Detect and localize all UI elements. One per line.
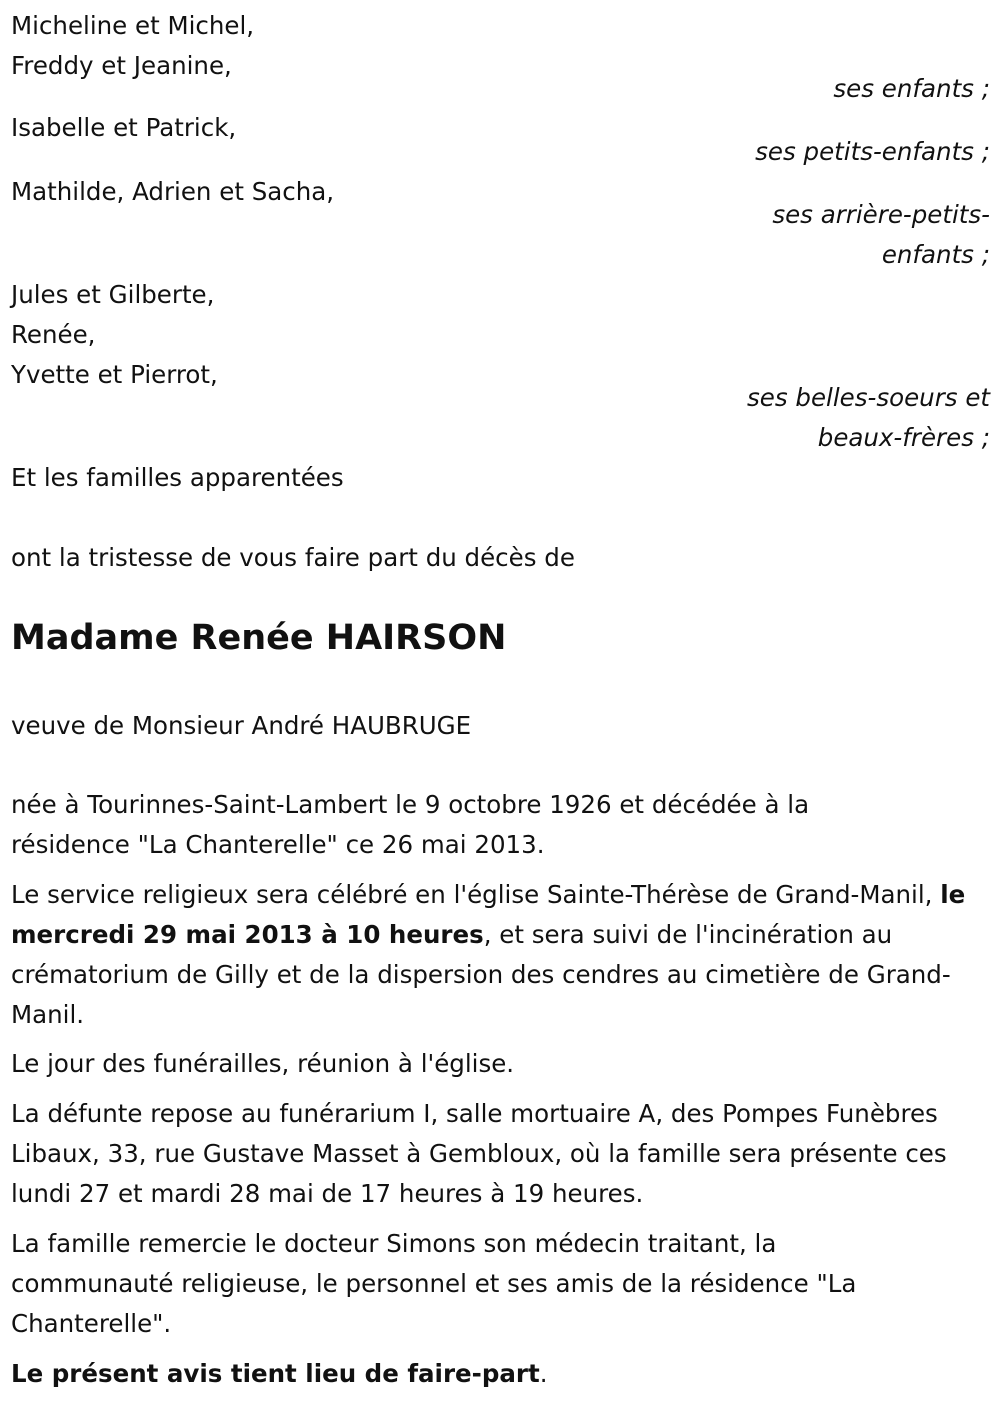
related-families: Et les familles apparentées	[11, 463, 344, 492]
widow-of: veuve de Monsieur André HAUBRUGE	[11, 711, 472, 740]
birth-death-paragraph: née à Tourinnes-Saint-Lambert le 9 octobre 1926 et décédée à la résidence "La Chanterelle" ce 26 mai 2013.	[11, 790, 810, 859]
great-grandchildren-label-1: ses arrière-petits-	[772, 200, 990, 229]
service-paragraph	[11, 875, 991, 1035]
closing-bold: Le présent avis tient lieu de faire-part	[11, 1359, 540, 1388]
announcement-text: ont la tristesse de vous faire part du décès de	[11, 543, 575, 572]
service-date-time: le mercredi 29 mai 2013 à 10 heures	[11, 880, 966, 949]
child-name: Freddy et Jeanine,	[11, 51, 232, 80]
thanks-paragraph: La famille remercie le docteur Simons son médecin traitant, la communauté religieuse, le personnel et ses amis de la résidence "La Chanterelle".	[11, 1229, 857, 1338]
child-name: Micheline et Michel,	[11, 11, 255, 40]
in-laws-label-2: beaux-frères ;	[817, 423, 990, 452]
repose-paragraph: La défunte repose au funérarium I, salle mortuaire A, des Pompes Funèbres Libaux, 33, rue Gustave Masset à Gembloux, où la famille sera présente ces lundi 27 et mardi 28 mai de 17 heures à 19 heures.	[11, 1099, 947, 1208]
service-text-before: Le service religieux sera célébré en l'église Sainte-Thérèse de Grand-Manil,	[11, 880, 941, 909]
great-grandchildren-label-2: enfants ;	[881, 240, 990, 269]
children-label: ses enfants ;	[833, 74, 990, 103]
great-grandchild-name: Mathilde, Adrien et Sacha,	[11, 177, 335, 206]
closing-period: .	[539, 1359, 548, 1388]
deceased-name: Madame Renée HAIRSON	[11, 618, 507, 658]
closing-paragraph	[11, 1354, 991, 1394]
grandchild-name: Isabelle et Patrick,	[11, 113, 237, 142]
in-laws-label-1: ses belles-soeurs et	[747, 383, 990, 412]
in-law-name: Renée,	[11, 320, 96, 349]
meeting-paragraph: Le jour des funérailles, réunion à l'église.	[11, 1049, 515, 1078]
in-law-name: Yvette et Pierrot,	[11, 360, 218, 389]
in-law-name: Jules et Gilberte,	[11, 280, 215, 309]
service-text-after: , et sera suivi de l'incinération au crématorium de Gilly et de la dispersion des cendres au cimetière de Grand-Manil.	[11, 920, 951, 1029]
grandchildren-label: ses petits-enfants ;	[755, 137, 990, 166]
